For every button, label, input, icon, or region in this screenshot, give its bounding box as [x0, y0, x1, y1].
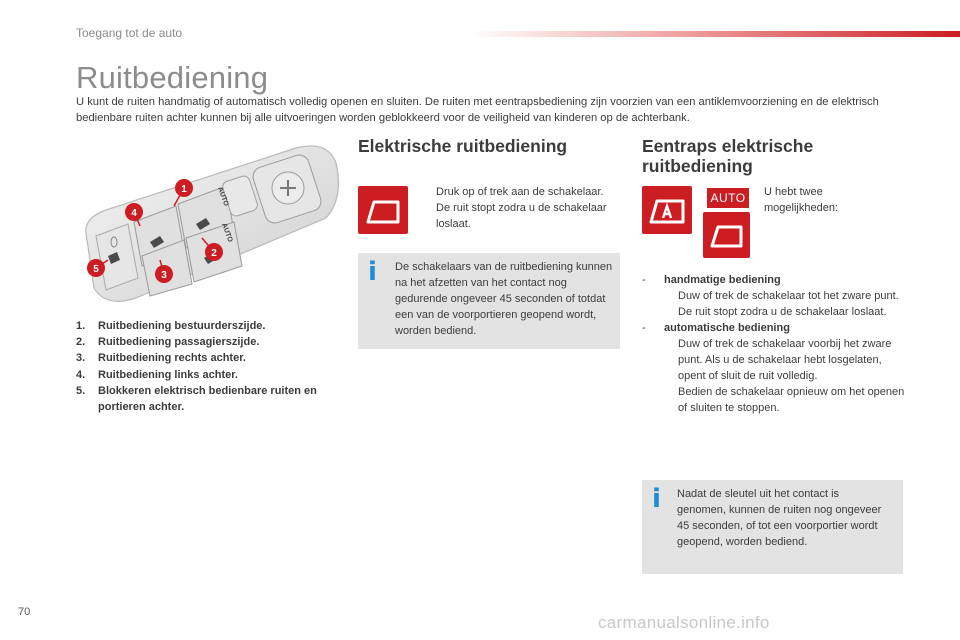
- arrow-bullet-icon: [664, 288, 678, 320]
- one-touch-info-box: [642, 480, 903, 574]
- legend-item: 5. Blokkeren elektrisch bedienbare ruiten en portieren achter.: [76, 384, 317, 414]
- page-title: Ruitbediening: [76, 60, 269, 95]
- legend-item: 4. Ruitbediening links achter.: [76, 368, 238, 381]
- mode-step: Duw of trek de schakelaar voorbij het zware punt. Als u de schakelaar hebt losgelaten, opent of sluit de ruit volledig.: [642, 336, 907, 384]
- one-touch-intro: U hebt twee mogelijkheden:: [764, 186, 838, 214]
- manual-window-icon: [703, 212, 750, 258]
- legend-item: 3. Ruitbediening rechts achter.: [76, 352, 246, 365]
- electric-windows-heading: Elektrische ruitbediening: [358, 136, 568, 156]
- legend-list: [76, 318, 336, 415]
- callout-1: 1: [181, 184, 187, 195]
- one-touch-info-text: Nadat de sleutel uit het contact is genomen, kunnen de ruiten nog ongeveer 45 seconden, of tot een voorportier wordt geopend, worden bediend.: [677, 488, 882, 548]
- callout-3: 3: [161, 270, 167, 281]
- legend-item: 2. Ruitbediening passagierszijde.: [76, 336, 260, 349]
- intro-paragraph: U kunt de ruiten handmatig of automatisch volledig openen en sluiten. De ruiten met eentrapsbediening zijn voorzien van een antiklemvoorziening en de elektrisch bedienbare ruiten achter kunnen bij alle uitvoeringen worden geblokkeerd voor de veiligheid van kinderen op de achterbank.: [76, 96, 879, 124]
- info-icon: i: [652, 484, 661, 514]
- mode-step: Bedien de schakelaar opnieuw om het openen of sluiten te stoppen.: [642, 384, 907, 416]
- mode-item: - automatische bediening: [642, 322, 790, 334]
- header-accent-bar: [470, 31, 960, 37]
- arrow-bullet-icon: [664, 336, 678, 384]
- mode-item: - handmatige bediening: [642, 274, 781, 286]
- auto-window-icon: [642, 186, 692, 234]
- window-switch-panel-illustration: [66, 138, 356, 308]
- electric-bullet: [420, 184, 620, 232]
- auto-badge: AUTO: [707, 188, 749, 208]
- page-number: 70: [18, 606, 31, 618]
- window-switch-icon: [358, 186, 408, 234]
- electric-info-text: De schakelaars van de ruitbediening kunnen na het afzetten van het contact nog gedurende ongeveer 45 seconden of totdat een van de voorportieren geopend wordt, worden bediend.: [395, 261, 613, 337]
- callout-2: 2: [211, 248, 217, 259]
- section-header: Toegang tot de auto: [76, 26, 183, 40]
- legend-item: 1. Ruitbediening bestuurderszijde.: [76, 320, 266, 332]
- one-touch-modes: [642, 272, 907, 416]
- mode-step: Duw of trek de schakelaar tot het zware punt. De ruit stopt zodra u de schakelaar loslaat.: [642, 288, 907, 320]
- auto-label-front: AUTO: [216, 186, 230, 208]
- electric-info-box: [358, 253, 620, 349]
- arrow-bullet-icon: [420, 184, 436, 232]
- electric-bullet-text: Druk op of trek aan de schakelaar. De ruit stopt zodra u de schakelaar loslaat.: [436, 186, 607, 230]
- callout-5: 5: [93, 264, 99, 275]
- watermark: carmanualsonline.info: [598, 613, 770, 632]
- info-icon: i: [368, 257, 377, 287]
- mode-title-manual: handmatige bediening: [664, 274, 781, 286]
- callout-4: 4: [131, 208, 137, 219]
- one-touch-heading: Eentraps elektrische ruitbediening: [642, 136, 814, 176]
- auto-label-rear: AUTO: [220, 222, 234, 244]
- mode-title-automatic: automatische bediening: [664, 322, 790, 334]
- arrow-bullet-icon: [664, 384, 678, 416]
